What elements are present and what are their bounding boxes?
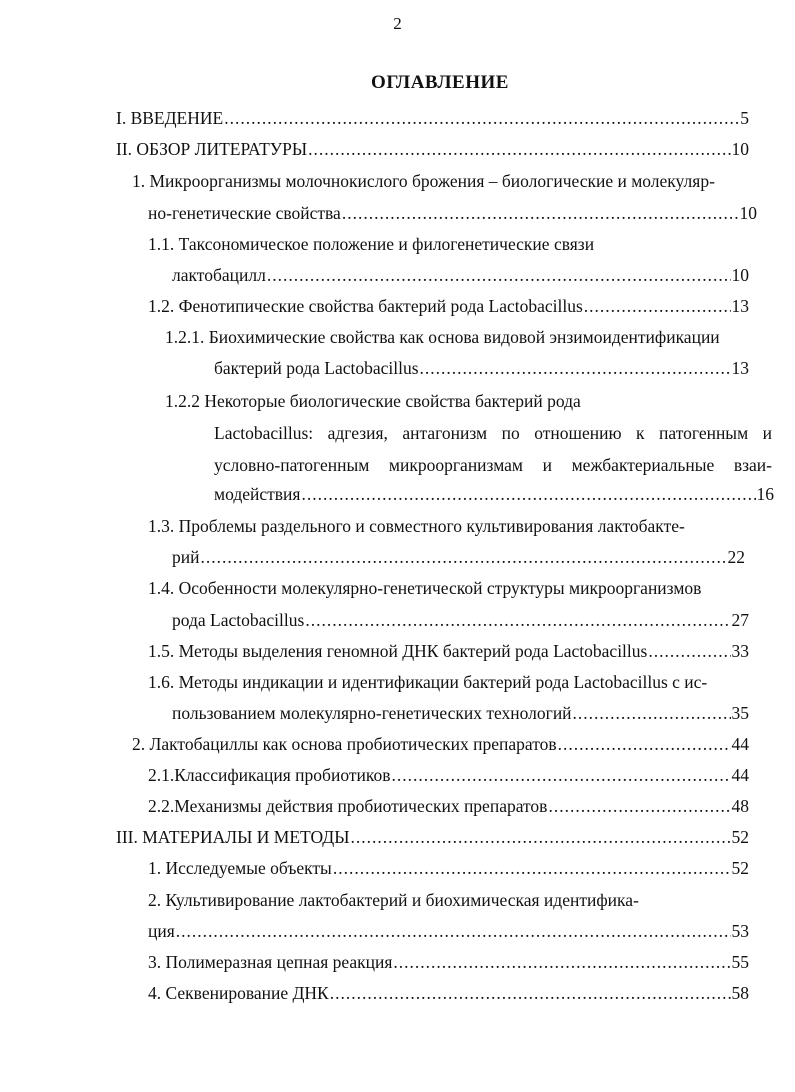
toc-title: ОГЛАВЛЕНИЕ xyxy=(371,72,509,93)
toc-entry-3-2-line1: 2. Культивирование лактобактерий и биохимическая идентифика- xyxy=(148,890,639,910)
toc-leader-dots xyxy=(648,640,730,662)
toc-entry-1-3-line1: 1.3. Проблемы раздельного и совместного культивирования лактобакте- xyxy=(148,516,685,536)
toc-entry-literature-review xyxy=(116,138,749,160)
toc-entry-page: 44 xyxy=(731,734,749,754)
toc-entry-1-2-2-line1: 1.2.2 Некоторые биологические свойства бактерий рода xyxy=(165,391,581,411)
toc-entry-page: 33 xyxy=(731,641,749,661)
toc-entry-2 xyxy=(132,733,749,755)
toc-entry-1-2-1-line1: 1.2.1. Биохимические свойства как основа видовой энзимоидентификации xyxy=(165,327,720,347)
toc-entry-1-2-2 xyxy=(214,483,774,505)
toc-entry-text: лактобацилл xyxy=(172,265,266,285)
toc-entry-1-1 xyxy=(172,264,749,286)
toc-leader-dots xyxy=(200,546,726,568)
toc-leader-dots xyxy=(391,764,730,786)
toc-entry-page: 10 xyxy=(739,203,757,223)
toc-entry-text: II. ОБЗОР ЛИТЕРАТУРЫ xyxy=(116,139,308,159)
toc-entry-text: I. ВВЕДЕНИЕ xyxy=(116,108,224,128)
toc-entry-1-6 xyxy=(172,702,749,724)
toc-entry-text: 2.2.Механизмы действия пробиотических препаратов xyxy=(148,796,548,816)
toc-entry-page: 53 xyxy=(731,921,749,941)
toc-entry-3-4 xyxy=(148,982,749,1004)
toc-entry-page: 35 xyxy=(731,703,749,723)
toc-leader-dots xyxy=(573,702,731,724)
toc-leader-dots xyxy=(305,609,730,631)
toc-entry-page: 44 xyxy=(731,765,749,785)
toc-entry-text: 2.1.Классификация пробиотиков xyxy=(148,765,391,785)
toc-entry-1-6-line1: 1.6. Методы индикации и идентификации бактерий рода Lactobacillus с ис- xyxy=(148,672,708,692)
toc-entry-text: 4. Секвенирование ДНК xyxy=(148,983,329,1003)
toc-entry-page: 52 xyxy=(731,858,749,878)
toc-entry-text: пользованием молекулярно-генетических технологий xyxy=(172,703,572,723)
toc-entry-introduction xyxy=(116,107,749,129)
toc-entry-1-3 xyxy=(172,546,745,568)
toc-leader-dots xyxy=(308,138,730,160)
toc-leader-dots xyxy=(224,107,739,129)
toc-entry-3-2 xyxy=(148,920,749,942)
toc-entry-1-line1: 1. Микроорганизмы молочнокислого брожения – биологические и молекуляр- xyxy=(132,171,715,191)
toc-entry-page: 48 xyxy=(731,796,749,816)
toc-entry-1 xyxy=(148,202,757,224)
toc-leader-dots xyxy=(420,357,731,379)
toc-entry-page: 13 xyxy=(731,358,749,378)
toc-entry-page: 27 xyxy=(731,610,749,630)
toc-leader-dots xyxy=(330,982,731,1004)
toc-entry-3-3 xyxy=(148,951,749,973)
toc-leader-dots xyxy=(548,795,730,817)
toc-entry-text: III. МАТЕРИАЛЫ И МЕТОДЫ xyxy=(116,827,350,847)
toc-entry-page: 52 xyxy=(731,827,749,847)
toc-entry-3-1 xyxy=(148,857,749,879)
toc-leader-dots xyxy=(393,951,730,973)
toc-entry-page: 13 xyxy=(731,296,749,316)
toc-entry-1-2-2-line2: Lactobacillus: адгезия, антагонизм по отношению к патогенным и xyxy=(214,423,772,443)
toc-leader-dots xyxy=(267,264,731,286)
toc-entry-2-2 xyxy=(148,795,749,817)
toc-entry-text: 1.5. Методы выделения геномной ДНК бактерий рода Lactobacillus xyxy=(148,641,648,661)
toc-leader-dots xyxy=(301,483,755,505)
toc-entry-text: модействия xyxy=(214,484,301,504)
toc-entry-2-1 xyxy=(148,764,749,786)
toc-entry-page: 58 xyxy=(731,983,749,1003)
toc-entry-1-2-1 xyxy=(214,357,749,379)
toc-entry-text: рода Lactobacillus xyxy=(172,610,305,630)
toc-entry-page: 10 xyxy=(731,265,749,285)
toc-entry-text: 1. Исследуемые объекты xyxy=(148,858,332,878)
toc-entry-1-5 xyxy=(148,640,749,662)
toc-entry-text: но-генетические свойства xyxy=(148,203,341,223)
toc-entry-page: 5 xyxy=(740,108,749,128)
toc-entry-page: 55 xyxy=(731,952,749,972)
toc-leader-dots xyxy=(558,733,731,755)
toc-entry-materials-methods xyxy=(116,826,749,848)
toc-entry-1-2-2-line3: условно-патогенным микроорганизмам и межбактериальные взаи- xyxy=(214,455,772,475)
toc-entry-page: 22 xyxy=(727,547,745,567)
toc-leader-dots xyxy=(333,857,731,879)
toc-entry-text: рий xyxy=(172,547,200,567)
toc-entry-text: бактерий рода Lactobacillus xyxy=(214,358,419,378)
toc-entry-text: 3. Полимеразная цепная реакция xyxy=(148,952,393,972)
toc-entry-page: 10 xyxy=(731,139,749,159)
toc-leader-dots xyxy=(342,202,739,224)
toc-entry-1-4-line1: 1.4. Особенности молекулярно-генетической структуры микроорганизмов xyxy=(148,578,702,598)
toc-entry-1-4 xyxy=(172,609,749,631)
toc-leader-dots xyxy=(584,295,731,317)
toc-leader-dots xyxy=(350,826,730,848)
toc-entry-page: 16 xyxy=(756,484,774,504)
toc-entry-text: 2. Лактобациллы как основа пробиотических препаратов xyxy=(132,734,557,754)
toc-entry-text: ция xyxy=(148,921,175,941)
toc-entry-1-1-line1: 1.1. Таксономическое положение и филогенетические связи xyxy=(148,234,595,254)
toc-entry-1-2 xyxy=(148,295,749,317)
toc-leader-dots xyxy=(176,920,731,942)
page-number: 2 xyxy=(393,14,402,33)
toc-entry-text: 1.2. Фенотипические свойства бактерий рода Lactobacillus xyxy=(148,296,583,316)
